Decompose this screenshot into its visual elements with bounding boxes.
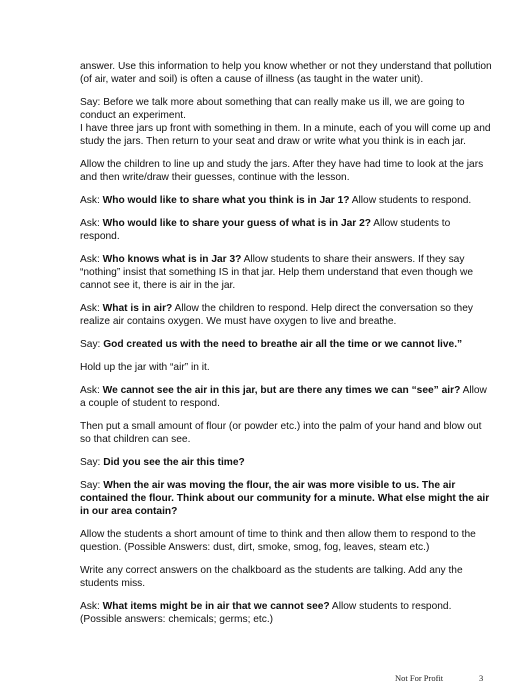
text-run: I have three jars up front with something in them. In a minute, each of you will come up and study the jars. Then return to your seat and draw or write what you think is in each jar.	[80, 123, 491, 147]
lesson-body	[80, 60, 492, 636]
text-run: Allow students to respond. (Possible answers: chemicals; germs; etc.)	[80, 601, 452, 625]
paragraph	[80, 158, 492, 184]
bold-text-run: Who would like to share your guess of what is in Jar 2?	[102, 218, 371, 229]
text-run: Allow students to respond.	[349, 195, 472, 206]
bold-text-run: Who would like to share what you think is in Jar 1?	[102, 195, 350, 206]
paragraph	[80, 479, 492, 518]
bold-text-run: What items might be in air that we cannot see?	[102, 601, 330, 612]
text-run: Allow the children to respond. Help direct the conversation so they realize air contains oxygen. We must have oxygen to live and breathe.	[80, 303, 473, 327]
paragraph	[80, 96, 492, 148]
bold-text-run: When the air was moving the flour, the air was more visible to us. The air contained the flour. Think about our community for a minute. What else might the air in our area contain?	[80, 480, 490, 517]
text-run: Allow a couple of student to respond.	[80, 385, 487, 409]
text-run: Say:	[80, 457, 104, 468]
text-run: Ask:	[80, 303, 103, 314]
paragraph	[80, 217, 492, 243]
text-run: Ask:	[80, 195, 103, 206]
text-run: Allow the children to line up and study the jars. After they have had time to look at the jars and then write/draw their guesses, continue with the lesson.	[80, 159, 484, 183]
bold-text-run: God created us with the need to breathe air all the time or we cannot live.”	[103, 339, 463, 350]
text-run: Say:	[80, 480, 104, 491]
paragraph	[80, 338, 492, 351]
paragraph	[80, 564, 492, 590]
text-run: Ask:	[80, 254, 103, 265]
text-run: Allow the students a short amount of time to think and then allow them to respond to the question. (Possible Answers: dust, dirt, smoke, smog, fog, leaves, steam etc.)	[80, 529, 476, 553]
paragraph	[80, 420, 492, 446]
paragraph	[80, 528, 492, 554]
text-run: Allow students to respond.	[80, 218, 451, 242]
text-run: Ask:	[80, 601, 103, 612]
text-run: Say:	[80, 339, 104, 350]
bold-text-run: We cannot see the air in this jar, but are there any times we can “see” air?	[102, 385, 461, 396]
footer-not-for-profit: Not For Profit	[395, 673, 444, 683]
bold-text-run: Did you see the air this time?	[103, 457, 245, 468]
paragraph	[80, 384, 492, 410]
paragraph	[80, 361, 492, 374]
paragraph	[80, 600, 492, 626]
text-run: Allow students to share their answers. If they say “nothing” insist that something IS in that jar. Help them understand that even though we cannot see it, there is air in the jar.	[80, 254, 474, 291]
bold-text-run: What is in air?	[102, 303, 173, 314]
paragraph	[80, 194, 492, 207]
paragraph	[80, 60, 492, 86]
text-run: Hold up the jar with “air” in it.	[80, 362, 210, 373]
bold-text-run: Who knows what is in Jar 3?	[102, 254, 242, 265]
text-run: Ask:	[80, 218, 103, 229]
text-run: Then put a small amount of flour (or powder etc.) into the palm of your hand and blow out so that children can see.	[80, 421, 482, 445]
paragraph	[80, 302, 492, 328]
paragraph	[80, 456, 492, 469]
page-number: 3	[479, 673, 484, 683]
text-run: Say: Before we talk more about something that can really make us ill, we are going to conduct an experiment.	[80, 97, 465, 121]
paragraph	[80, 253, 492, 292]
text-run: Write any correct answers on the chalkboard as the students are talking. Add any the students miss.	[80, 565, 463, 589]
text-run: answer. Use this information to help you know whether or not they understand that pollution (of air, water and soil) is often a cause of illness (as taught in the water unit).	[80, 61, 492, 85]
text-run: Ask:	[80, 385, 103, 396]
